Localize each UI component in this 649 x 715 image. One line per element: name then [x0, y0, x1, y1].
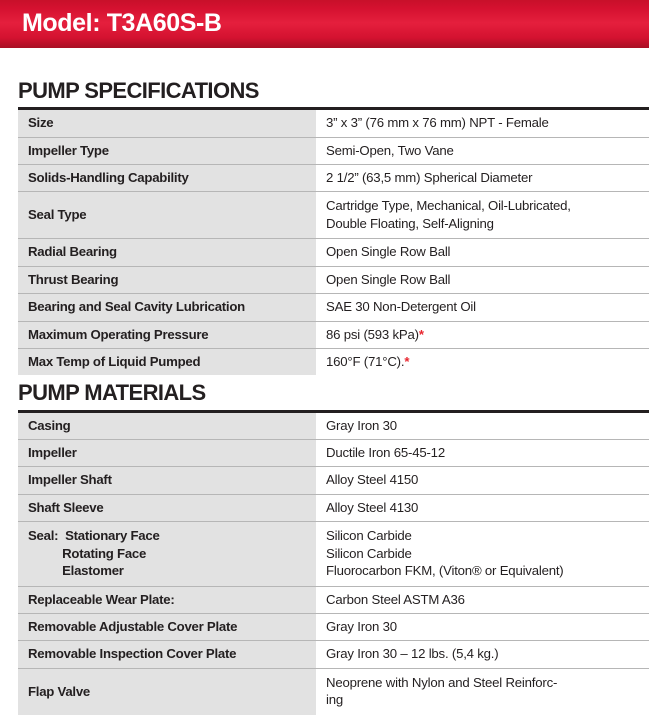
row-value: Carbon Steel ASTM A36 [316, 586, 649, 613]
row-value: Gray Iron 30 [316, 411, 649, 439]
table-row [18, 586, 649, 613]
pump-materials-rows [18, 411, 649, 715]
row-value: Semi-Open, Two Vane [316, 137, 649, 164]
table-row [18, 321, 649, 348]
row-value: 3” x 3” (76 mm x 76 mm) NPT - Female [316, 109, 649, 137]
row-value [316, 321, 649, 348]
row-label: Solids-Handling Capability [18, 165, 316, 192]
row-value [316, 192, 649, 239]
row-label: Max Temp of Liquid Pumped [18, 348, 316, 375]
row-label: Impeller [18, 440, 316, 467]
table-row [18, 494, 649, 521]
row-label: Casing [18, 411, 316, 439]
row-value [316, 668, 649, 714]
table-row [18, 192, 649, 239]
row-value: SAE 30 Non-Detergent Oil [316, 294, 649, 321]
row-value: Gray Iron 30 [316, 613, 649, 640]
pump-specifications-rows [18, 109, 649, 376]
spec-sheet-body [0, 48, 649, 715]
table-row [18, 137, 649, 164]
row-label [18, 522, 316, 586]
row-label: Impeller Type [18, 137, 316, 164]
row-label-line: Rotating Face [28, 545, 147, 561]
row-value-line: Double Floating, Self-Aligning [326, 215, 494, 231]
table-row [18, 294, 649, 321]
row-value-line: Fluorocarbon FKM, (Viton® or Equivalent) [326, 563, 564, 579]
row-value-line: Silicon Carbide [326, 545, 412, 561]
row-label-line: Elastomer [28, 563, 124, 579]
section-heading-pump-specifications: PUMP SPECIFICATIONS [18, 78, 259, 103]
row-label: Thrust Bearing [18, 266, 316, 293]
table-row [18, 266, 649, 293]
pump-specifications-table [18, 107, 649, 375]
row-label: Impeller Shaft [18, 467, 316, 494]
table-row [18, 641, 649, 668]
row-label: Removable Inspection Cover Plate [18, 641, 316, 668]
row-value: Gray Iron 30 – 12 lbs. (5,4 kg.) [316, 641, 649, 668]
row-value: Open Single Row Ball [316, 266, 649, 293]
footnote-asterisk: * [404, 353, 410, 369]
row-label: Replaceable Wear Plate: [18, 586, 316, 613]
row-value: Alloy Steel 4150 [316, 467, 649, 494]
row-label-line: Seal: Stationary Face [28, 528, 160, 544]
row-label: Seal Type [18, 192, 316, 239]
row-value-line: ing [326, 692, 343, 708]
table-row [18, 411, 649, 439]
row-label: Maximum Operating Pressure [18, 321, 316, 348]
row-value-text: 160°F (71°C). [326, 353, 405, 369]
row-value-line: Neoprene with Nylon and Steel Reinforc- [326, 674, 558, 690]
row-value-line: Silicon Carbide [326, 528, 412, 544]
row-label: Bearing and Seal Cavity Lubrication [18, 294, 316, 321]
row-value [316, 348, 649, 375]
model-title: Model: T3A60S-B [22, 9, 222, 37]
row-value: 2 1/2” (63,5 mm) Spherical Diameter [316, 165, 649, 192]
section-heading-pump-materials: PUMP MATERIALS [18, 380, 206, 406]
table-row [18, 165, 649, 192]
pump-materials-table [18, 410, 649, 715]
table-row [18, 668, 649, 714]
row-label: Shaft Sleeve [18, 494, 316, 521]
row-label: Radial Bearing [18, 239, 316, 266]
row-value: Open Single Row Ball [316, 239, 649, 266]
table-row [18, 440, 649, 467]
table-row [18, 239, 649, 266]
row-value-text: 86 psi (593 kPa) [326, 326, 419, 342]
row-label: Flap Valve [18, 668, 316, 714]
row-value [316, 522, 649, 586]
row-label: Size [18, 109, 316, 137]
table-row [18, 613, 649, 640]
table-row [18, 109, 649, 137]
footnote-asterisk: * [418, 326, 424, 342]
table-row-seal [18, 522, 649, 586]
table-row [18, 467, 649, 494]
model-banner [0, 0, 649, 48]
row-label: Removable Adjustable Cover Plate [18, 613, 316, 640]
row-value-line: Cartridge Type, Mechanical, Oil-Lubricated, [326, 198, 571, 214]
row-value: Alloy Steel 4130 [316, 494, 649, 521]
table-row [18, 348, 649, 375]
row-value: Ductile Iron 65-45-12 [316, 440, 649, 467]
